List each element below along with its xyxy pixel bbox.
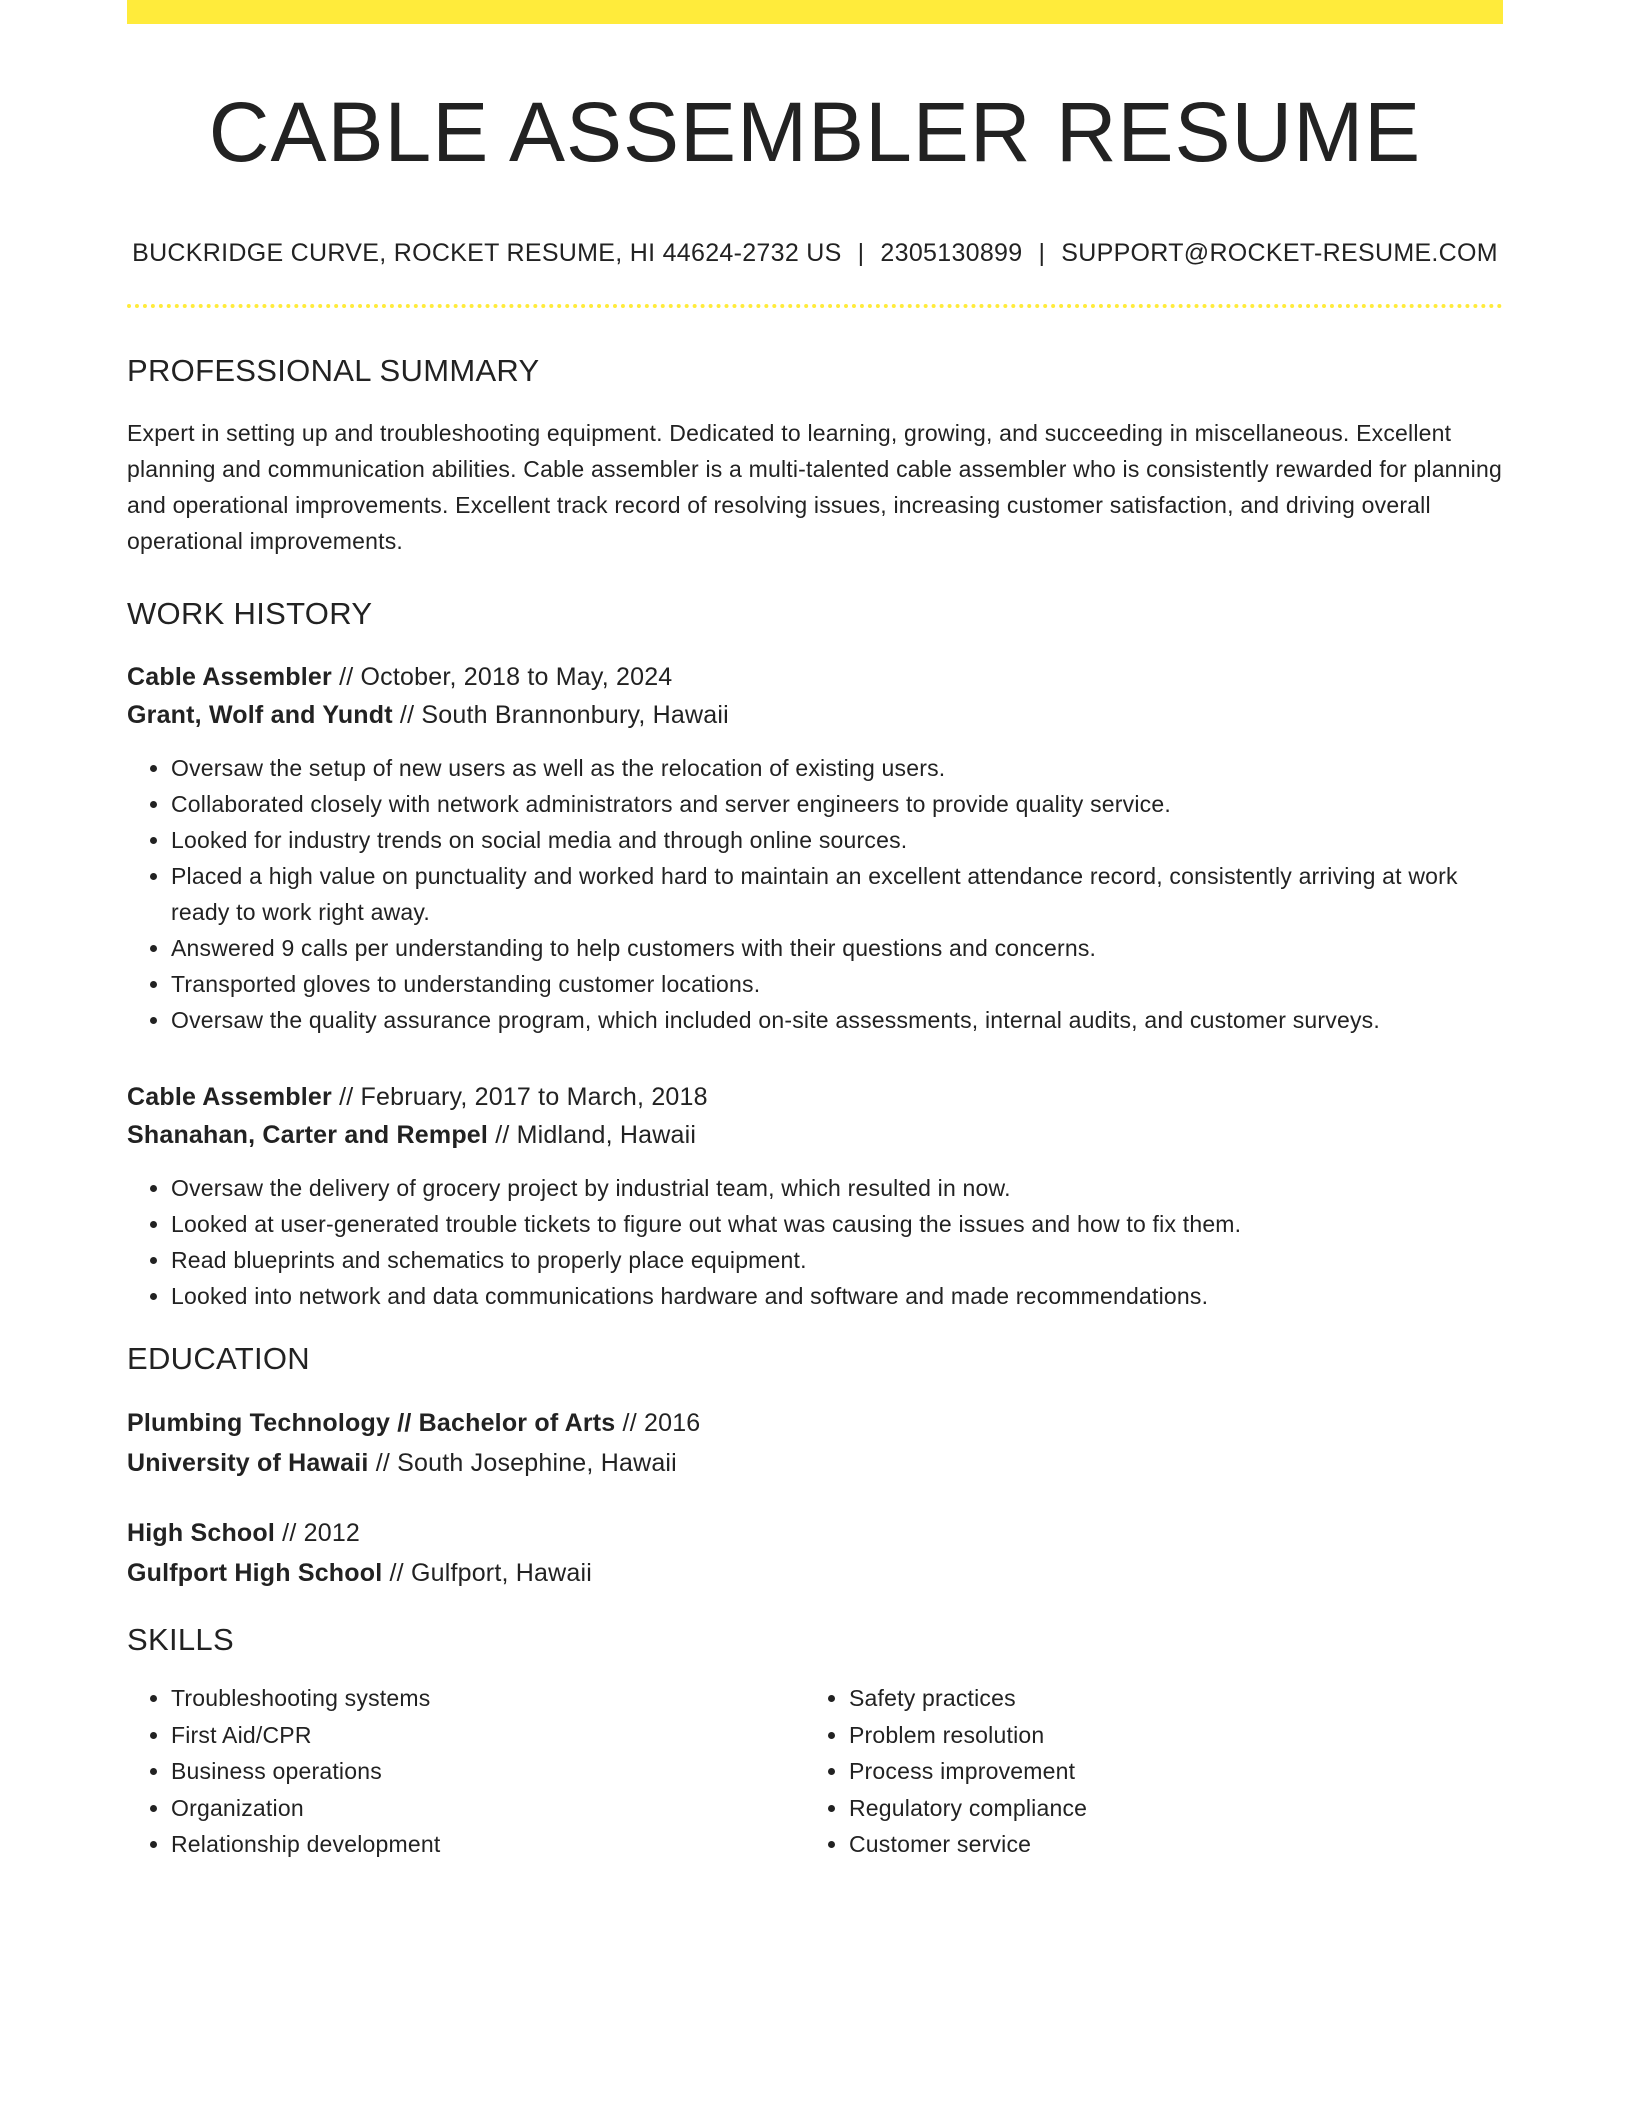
- skill-item: • Process improvement: [849, 1753, 1483, 1790]
- dotted-divider: [127, 304, 1503, 308]
- degree: Plumbing Technology // Bachelor of Arts: [127, 1409, 616, 1438]
- accent-top-bar: [127, 0, 1503, 24]
- job-bullet: • Looked into network and data communications hardware and software and made recommendations.: [171, 1278, 1503, 1314]
- school-location: // Gulfport, Hawaii: [382, 1559, 592, 1588]
- contact-line: [127, 239, 1503, 268]
- contact-separator: |: [1038, 238, 1046, 267]
- contact-email: SUPPORT@ROCKET-RESUME.COM: [1061, 238, 1498, 267]
- job-location: // South Brannonbury, Hawaii: [392, 700, 729, 729]
- job-bullet: • Oversaw the delivery of grocery project by industrial team, which resulted in now.: [171, 1170, 1503, 1206]
- skill-item: • Troubleshooting systems: [171, 1680, 805, 1717]
- skills-heading: SKILLS: [127, 1622, 234, 1658]
- school-line: [127, 1553, 1503, 1593]
- skill-item: • Problem resolution: [849, 1717, 1483, 1754]
- resume-page: [127, 0, 1503, 1863]
- education-heading: EDUCATION: [127, 1340, 310, 1376]
- job-bullets: [127, 1170, 1503, 1314]
- job-bullet: • Looked at user-generated trouble tickets to figure out what was causing the issues and how to fix them.: [171, 1206, 1503, 1242]
- degree-line: [127, 1513, 1503, 1553]
- job-bullet: • Oversaw the setup of new users as well as the relocation of existing users.: [171, 750, 1503, 786]
- work-history-heading: WORK HISTORY: [127, 595, 373, 631]
- skill-item: • Business operations: [171, 1753, 805, 1790]
- job-bullet: • Read blueprints and schematics to properly place equipment.: [171, 1242, 1503, 1278]
- skill-item: • Regulatory compliance: [849, 1790, 1483, 1827]
- school-location: // South Josephine, Hawaii: [368, 1449, 677, 1478]
- job-bullet: • Looked for industry trends on social media and through online sources.: [171, 822, 1503, 858]
- skills-columns: [127, 1680, 1503, 1863]
- resume-title: CABLE ASSEMBLER RESUME: [208, 85, 1422, 179]
- degree: High School: [127, 1519, 276, 1548]
- degree-year: // 2016: [615, 1409, 701, 1438]
- degree-line: [127, 1403, 1503, 1443]
- job-company: Shanahan, Carter and Rempel: [127, 1120, 489, 1149]
- school-name: University of Hawaii: [127, 1449, 369, 1478]
- contact-separator: |: [857, 238, 865, 267]
- skills-right-column: [805, 1680, 1483, 1863]
- job-company-line: [127, 1116, 1503, 1154]
- job-company: Grant, Wolf and Yundt: [127, 700, 393, 729]
- job-bullet: • Placed a high value on punctuality and worked hard to maintain an excellent attendance record, consistently arriving at work ready to work right away.: [171, 858, 1503, 930]
- summary-text: Expert in setting up and troubleshooting equipment. Dedicated to learning, growing, and succeeding in miscellaneous. Excellent planning and communication abilities. Cable assembler is a multi-talented cable assembler who is consistently rewarded for planning and operational improvements. Excellent track record of resolving issues, increasing customer satisfaction, and driving overall operational improvements.: [127, 419, 1502, 554]
- job-title: Cable Assembler: [127, 662, 332, 691]
- job-entry: [127, 658, 1503, 1038]
- contact-address: BUCKRIDGE CURVE, ROCKET RESUME, HI 44624-2732 US: [132, 238, 842, 267]
- job-bullet: • Transported gloves to understanding customer locations.: [171, 966, 1503, 1002]
- job-title: Cable Assembler: [127, 1082, 332, 1111]
- skill-item: • Safety practices: [849, 1680, 1483, 1717]
- job-dates: // October, 2018 to May, 2024: [331, 662, 673, 691]
- job-title-line: [127, 658, 1503, 696]
- skill-item: • Relationship development: [171, 1826, 805, 1863]
- summary-heading: PROFESSIONAL SUMMARY: [127, 352, 540, 388]
- school-name: Gulfport High School: [127, 1559, 383, 1588]
- skill-item: • Customer service: [849, 1826, 1483, 1863]
- job-entry: [127, 1078, 1503, 1314]
- education-entry: [127, 1403, 1503, 1483]
- skills-left-column: [127, 1680, 805, 1863]
- job-bullet: • Answered 9 calls per understanding to help customers with their questions and concerns.: [171, 930, 1503, 966]
- job-location: // Midland, Hawaii: [488, 1120, 697, 1149]
- job-company-line: [127, 696, 1503, 734]
- job-bullets: [127, 750, 1503, 1038]
- job-bullet: • Collaborated closely with network administrators and server engineers to provide quality service.: [171, 786, 1503, 822]
- degree-year: // 2012: [275, 1519, 361, 1548]
- job-title-line: [127, 1078, 1503, 1116]
- education-entry: [127, 1513, 1503, 1593]
- school-line: [127, 1443, 1503, 1483]
- job-dates: // February, 2017 to March, 2018: [331, 1082, 708, 1111]
- contact-phone: 2305130899: [880, 238, 1023, 267]
- skill-item: • First Aid/CPR: [171, 1717, 805, 1754]
- job-bullet: • Oversaw the quality assurance program, which included on-site assessments, internal audits, and customer surveys.: [171, 1002, 1503, 1038]
- skill-item: • Organization: [171, 1790, 805, 1827]
